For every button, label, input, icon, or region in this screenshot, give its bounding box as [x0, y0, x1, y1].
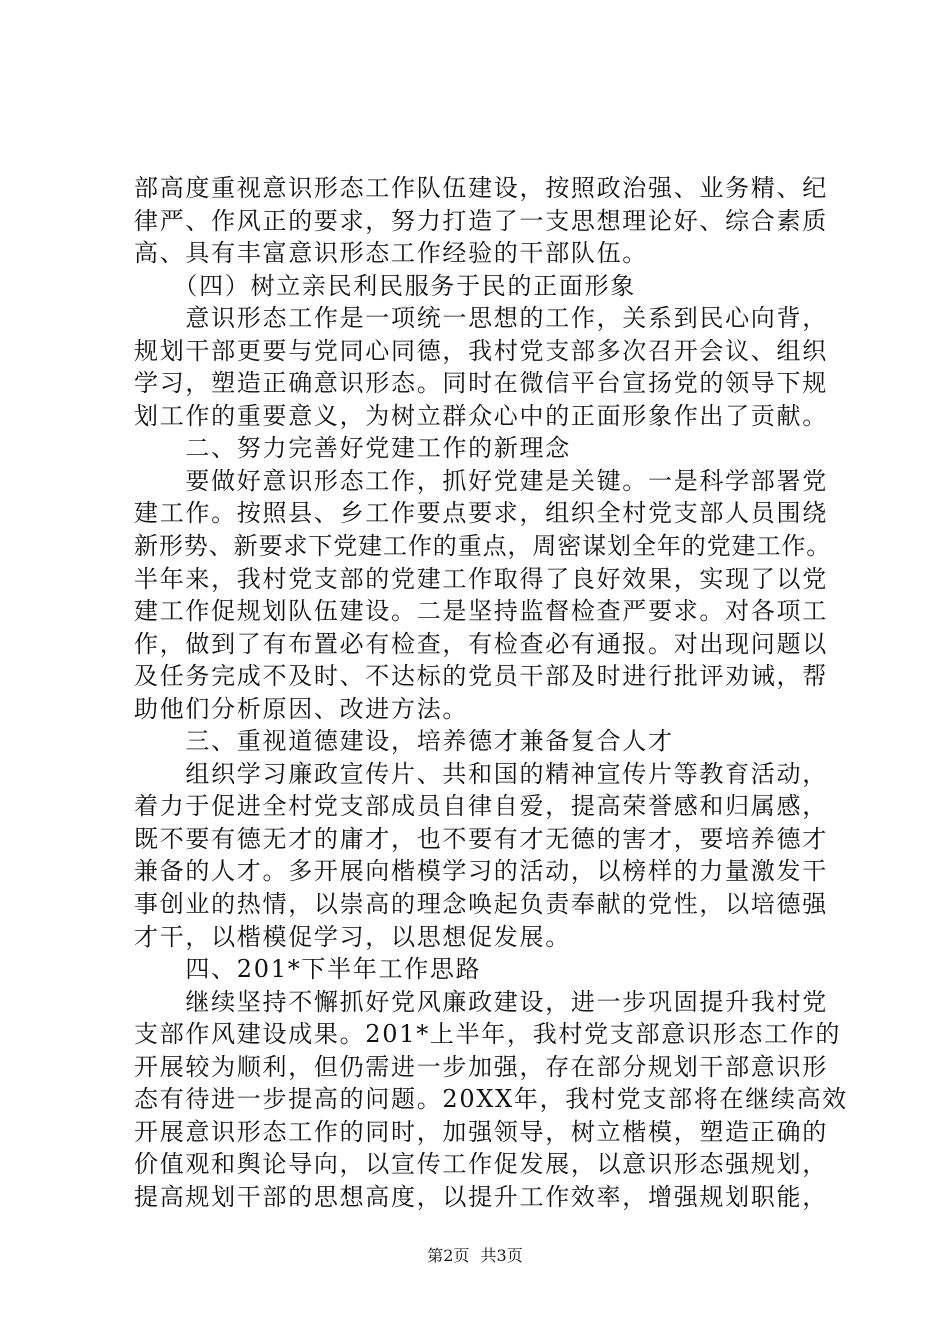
section-heading: （四）树立亲民利民服务于民的正面形象	[134, 271, 636, 300]
text-line: 部高度重视意识形态工作队伍建设，按照政治强、业务精、纪	[134, 174, 828, 202]
text-line: 既不要有德无才的庸才，也不要有才无德的害才，要培养德才	[134, 824, 828, 853]
text-line: 支部作风建设成果。201*上半年，我村党支部意识形态工作的	[134, 1020, 842, 1049]
text-line: 及任务完成不及时、不达标的党员干部及时进行批评劝诫，帮	[134, 662, 828, 691]
section-heading: 三、重视道德建设，培养德才兼备复合人才	[134, 727, 674, 756]
text-line: 组织学习廉政宣传片、共和国的精神宣传片等教育活动，	[134, 759, 828, 788]
text-line: 要做好意识形态工作，抓好党建是关键。一是科学部署党	[134, 466, 828, 495]
page-number: 第2页	[427, 1246, 470, 1265]
text-line: 提高规划干部的思想高度，以提升工作效率，增强规划职能，	[134, 1182, 828, 1211]
text-line: 建工作促规划队伍建设。二是坚持监督检查严要求。对各项工	[134, 597, 828, 626]
page-footer	[0, 1246, 950, 1266]
text-line: 兼备的人才。多开展向楷模学习的活动，以榜样的力量激发干	[134, 857, 828, 886]
text-line: 意识形态工作是一项统一思想的工作，关系到民心向背，	[134, 304, 828, 333]
section-heading: 四、201*下半年工作思路	[134, 955, 482, 984]
text-line: 才干，以楷模促学习，以思想促发展。	[134, 922, 571, 951]
text-line: 继续坚持不懈抓好党风廉政建设，进一步巩固提升我村党	[134, 987, 828, 1016]
text-line: 着力于促进全村党支部成员自律自爱，提高荣誉感和归属感，	[134, 792, 828, 821]
text-line: 律严、作风正的要求，努力打造了一支思想理论好、综合素质	[134, 206, 828, 235]
text-line: 规划干部更要与党同心同德，我村党支部多次召开会议、组织	[134, 336, 828, 365]
text-line: 助他们分析原因、改进方法。	[134, 694, 469, 723]
text-line: 半年来，我村党支部的党建工作取得了良好效果，实现了以党	[134, 564, 828, 593]
text-line: 新形势、新要求下党建工作的重点，周密谋划全年的党建工作。	[134, 532, 832, 561]
text-line: 事创业的热情，以崇高的理念唤起负责奉献的党性，以培德强	[134, 890, 828, 919]
text-line: 开展意识形态工作的同时，加强领导，树立楷模，塑造正确的	[134, 1117, 828, 1146]
document-body	[134, 172, 849, 1214]
text-line: 学习，塑造正确意识形态。同时在微信平台宣扬党的领导下规	[134, 369, 828, 398]
text-line: 开展较为顺利，但仍需进一步加强，存在部分规划干部意识形	[134, 1052, 828, 1081]
text-line: 高、具有丰富意识形态工作经验的干部队伍。	[134, 239, 648, 268]
page-total: 共3页	[480, 1246, 523, 1265]
text-line: 态有待进一步提高的问题。20XX年，我村党支部将在继续高效	[134, 1085, 849, 1114]
text-line: 价值观和舆论导向，以宣传工作促发展，以意识形态强规划，	[134, 1150, 828, 1179]
text-line: 建工作。按照县、乡工作要点要求，组织全村党支部人员围绕	[134, 499, 828, 528]
text-line: 划工作的重要意义，为树立群众心中的正面形象作出了贡献。	[134, 401, 828, 430]
text-line: 作，做到了有布置必有检查，有检查必有通报。对出现问题以	[134, 629, 828, 658]
section-heading: 二、努力完善好党建工作的新理念	[134, 434, 571, 463]
